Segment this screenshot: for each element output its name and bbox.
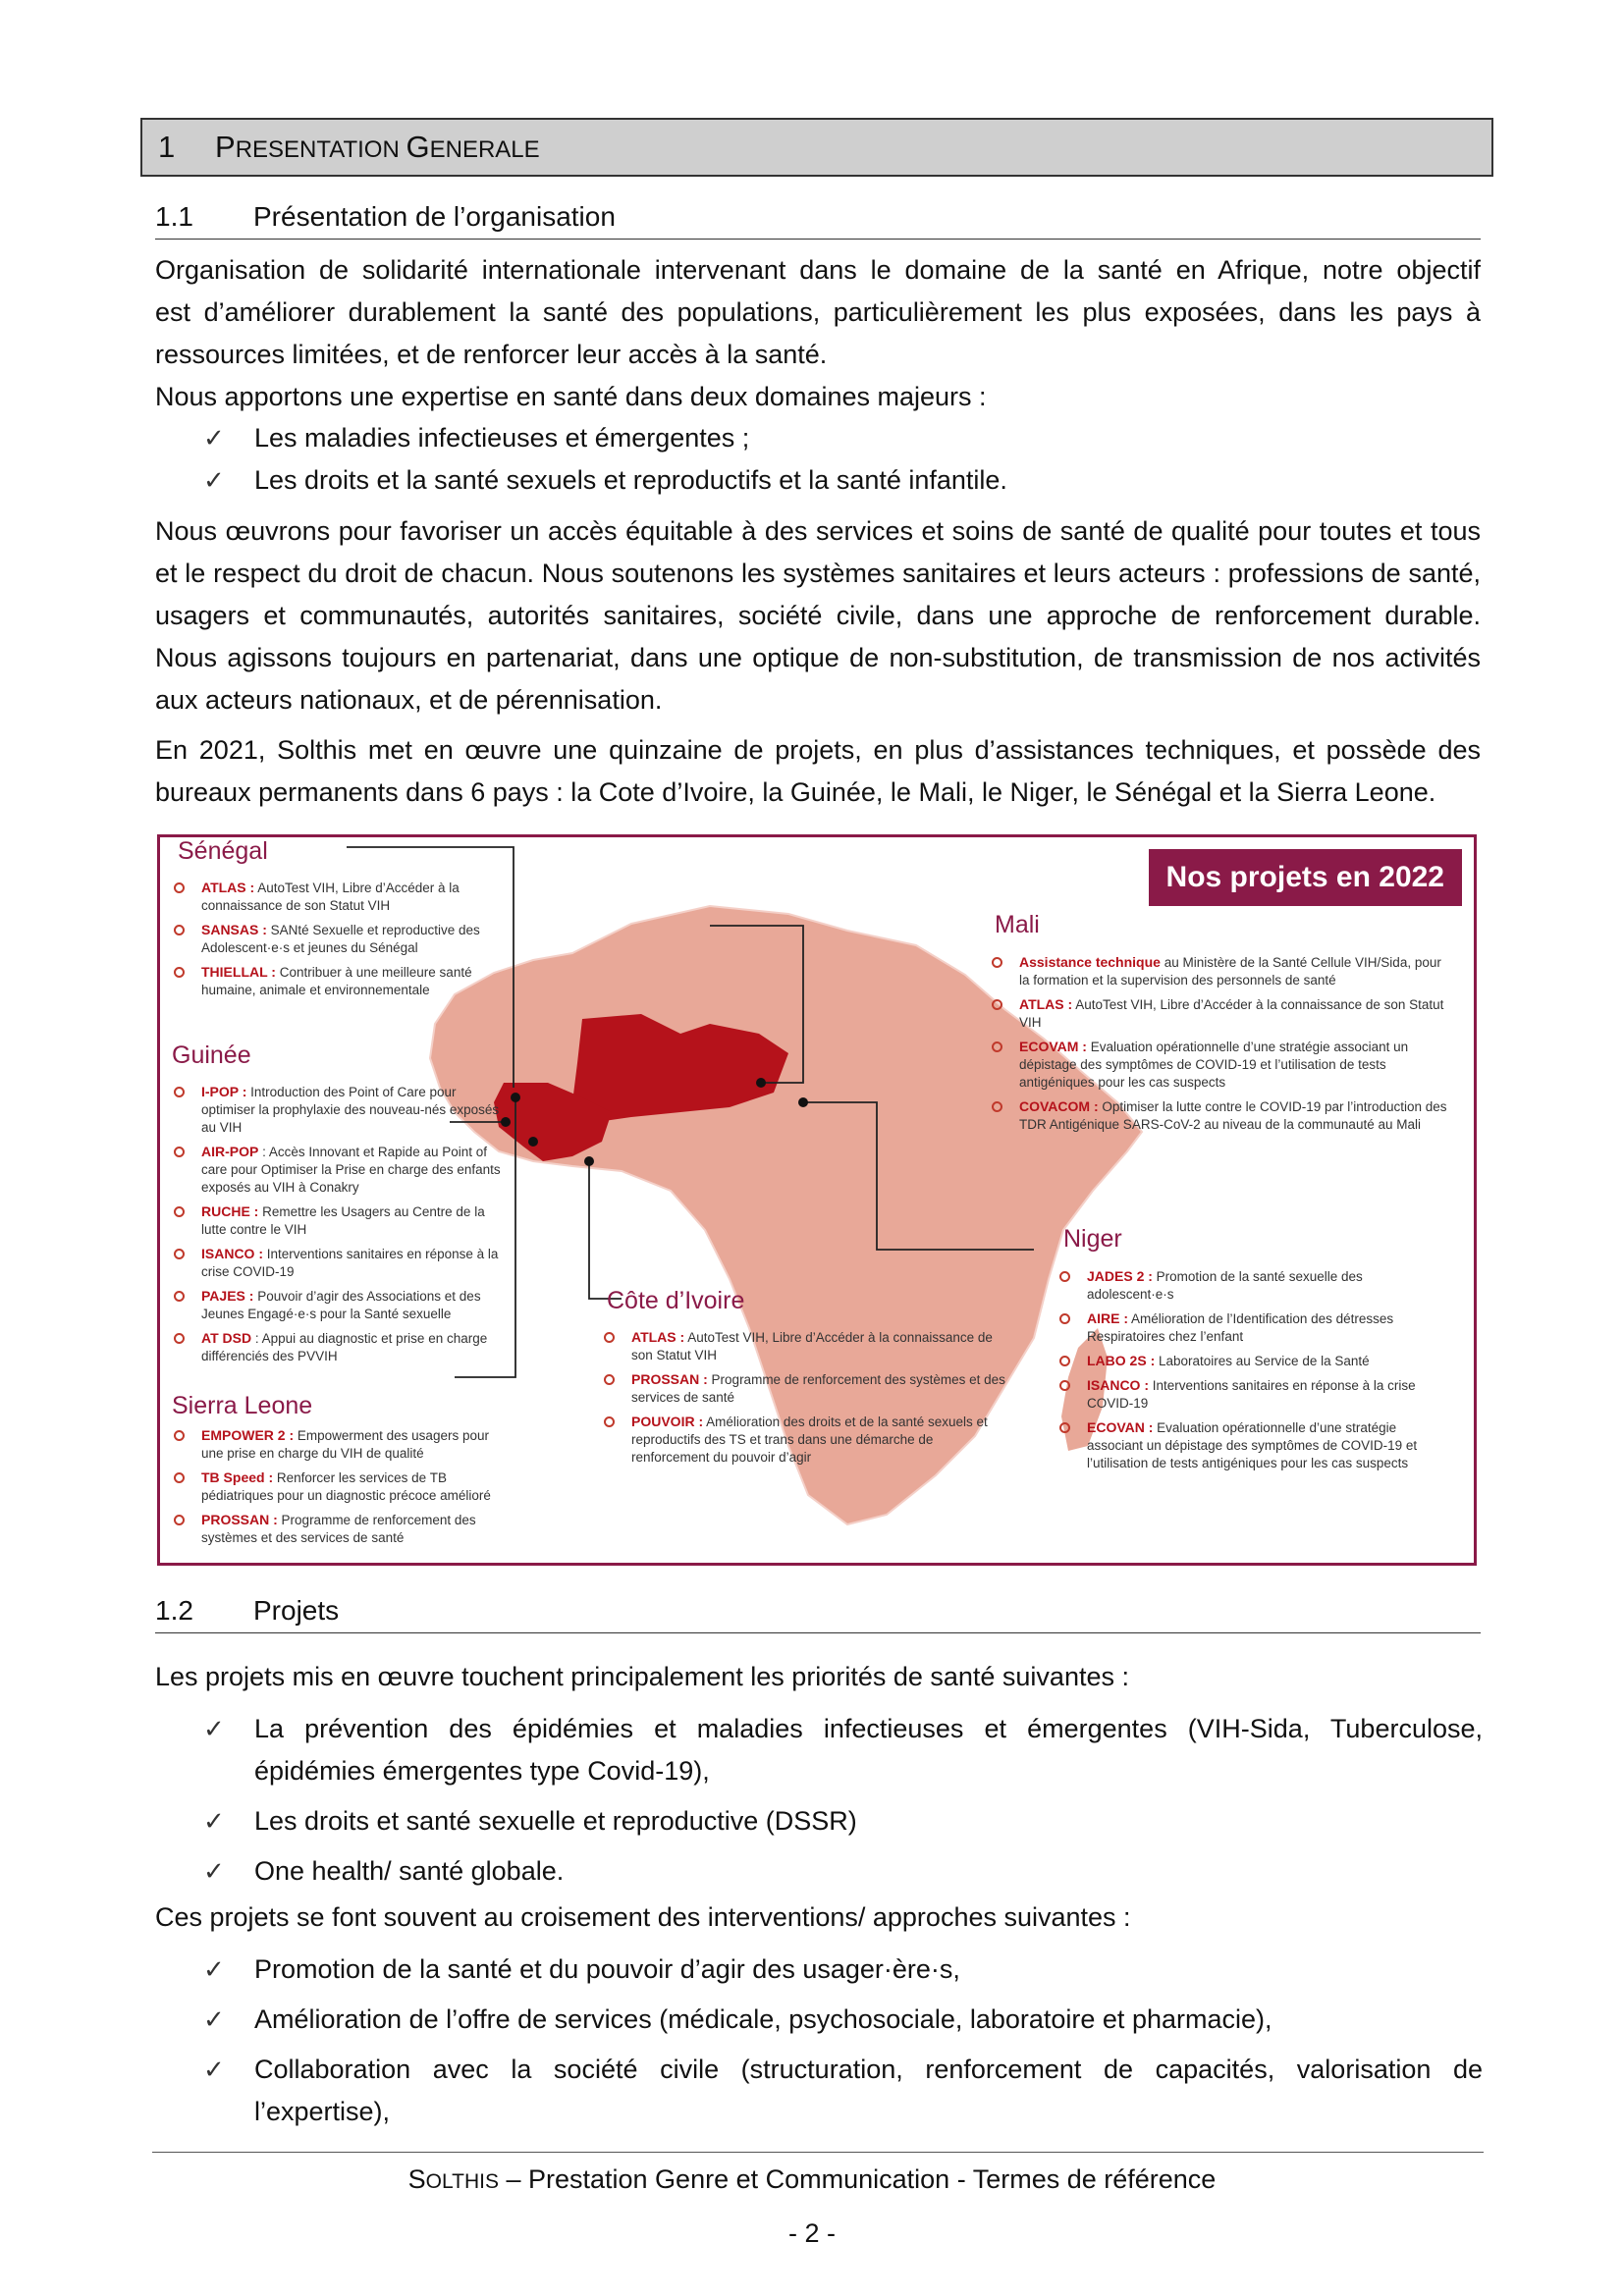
check-icon: ✓ [203,2055,225,2084]
priorities-list [201,1708,1483,1900]
project-item: POUVOIR : Amélioration des droits et de la santé sexuels et reproductifs des TS et trans dans une démarche de renforcement du pouvoir d’agir [600,1413,1012,1467]
list-item: ✓ Les droits et la santé sexuels et reproductifs et la santé infantile. [201,459,1483,502]
list-item: ✓ La prévention des épidémies et maladies infectieuses et émergentes (VIH-Sida, Tuberculose, épidémies émergentes type Covid-19), [201,1708,1483,1792]
guinee-project-list [170,1083,509,1371]
cote-divoire-project-list [600,1328,1012,1472]
section-title: PRESENTATION GENERALE [215,130,540,164]
check-icon: ✓ [203,2004,225,2034]
list-item: ✓ One health/ santé globale. [201,1850,1483,1893]
project-item: AT DSD : Appui au diagnostic et prise en charge différenciés des PVVIH [170,1329,509,1365]
figure-banner: Nos projets en 2022 [1149,849,1462,906]
project-item: ECOVAN : Evaluation opérationnelle d’une stratégie associant un dépistage des symptômes de COVID-19 et l’utilisation de tests antigéniques pour les cas suspects [1056,1418,1448,1472]
section-heading [140,118,1493,177]
project-item: THIELLAL : Contribuer à une meilleure santé humaine, animale et environnementale [170,963,504,999]
project-item: JADES 2 : Promotion de la santé sexuelle des adolescent·e·s [1056,1267,1448,1304]
project-item: ISANCO : Interventions sanitaires en réponse à la crise COVID-19 [1056,1376,1448,1413]
list-item: ✓ Collaboration avec la société civile (structuration, renforcement de capacités, valorisation de l’expertise), [201,2049,1483,2133]
project-item: PAJES : Pouvoir d’agir des Associations et des Jeunes Engagé·e·s pour la Santé sexuelle [170,1287,509,1323]
country-label-sierra-leone: Sierra Leone [172,1392,313,1419]
project-item: COVACOM : Optimiser la lutte contre le COVID-19 par l’introduction des TDR Antigénique SARS-CoV-2 au niveau de la communauté au Mali [988,1097,1449,1134]
section-number: 1 [158,130,176,164]
project-item: TB Speed : Renforcer les services de TB pédiatriques pour un diagnostic précoce amélioré [170,1468,509,1505]
check-icon: ✓ [203,1856,225,1886]
project-item: AIRE : Amélioration de l’Identification des détresses Respiratoires chez l’enfant [1056,1309,1448,1346]
project-item: EMPOWER 2 : Empowerment des usagers pour une prise en charge du VIH de qualité [170,1426,509,1463]
country-label-niger: Niger [1063,1225,1122,1253]
project-item: ATLAS : AutoTest VIH, Libre d’Accéder à la connaissance de son Statut VIH [988,995,1449,1032]
projets-intro: Les projets mis en œuvre touchent principalement les priorités de santé suivantes : [155,1662,1129,1691]
project-item: SANSAS : SANté Sexuelle et reproductive des Adolescent·e·s et jeunes du Sénégal [170,921,504,957]
list-item: ✓ Promotion de la santé et du pouvoir d’agir des usager·ère·s, [201,1949,1483,1991]
intro-paragraph: Organisation de solidarité internationale intervenant dans le domaine de la santé en Afrique, notre objectif est d’améliorer durablement la santé des populations, particulièrement les plus exposées, dans les pays à ressources limitées, et de renforcer leur accès à la santé. Nous apportons une expertise en santé dans deux domaines majeurs : [155,255,1481,411]
project-item: ECOVAM : Evaluation opérationnelle d’une stratégie associant un dépistage des symptômes de COVID-19 et l’utilisation de tests antigéniques pour les cas suspects [988,1038,1449,1092]
sierra-leone-project-list [170,1426,509,1553]
approaches-list [201,1949,1483,2141]
expertise-list [201,417,1483,509]
country-label-cote-divoire: Côte d’Ivoire [607,1287,745,1314]
year-paragraph: En 2021, Solthis met en œuvre une quinzaine de projets, en plus d’assistances techniques, et possède des bureaux permanents dans 6 pays : la Cote d’Ivoire, la Guinée, le Mali, le Niger, le Sénégal et la Sierra Leone. [155,735,1481,807]
country-label-mali: Mali [995,911,1040,938]
subsection-heading: 1.2 Projets [155,1590,1481,1633]
page-number: - 2 - [787,2218,836,2248]
niger-project-list [1056,1267,1448,1478]
list-item: ✓ Les maladies infectieuses et émergentes ; [201,417,1483,459]
approches-intro: Ces projets se font souvent au croisement des interventions/ approches suivantes : [155,1902,1131,1932]
project-item: ISANCO : Interventions sanitaires en réponse à la crise COVID-19 [170,1245,509,1281]
project-item: I-POP : Introduction des Point of Care pour optimiser la prophylaxie des nouveau-nés exposés au VIH [170,1083,509,1137]
check-icon: ✓ [203,1806,225,1836]
subsection-heading: 1.1 Présentation de l’organisation [155,196,1481,240]
country-label-senegal: Sénégal [178,837,268,865]
project-item: PROSSAN : Programme de renforcement des systèmes et des services de santé [170,1511,509,1547]
footer-title: SOLTHIS – Prestation Genre et Communication - Termes de référence [407,2164,1217,2194]
mission-paragraph: Nous œuvrons pour favoriser un accès équitable à des services et soins de santé de qualité pour toutes et tous et le respect du droit de chacun. Nous soutenons les systèmes sanitaires et leurs acteurs : professions de santé, usagers et communautés, autorités sanitaires, société civile, dans une approche de renforcement durable. Nous agissons toujours en partenariat, dans une optique de non-substitution, de transmission de nos activités aux acteurs nationaux, et de pérennisation. [155,516,1481,715]
check-icon: ✓ [203,465,225,495]
project-item: ATLAS : AutoTest VIH, Libre d’Accéder à la connaissance de son Statut VIH [600,1328,1012,1364]
project-item: AIR-POP : Accès Innovant et Rapide au Point of care pour Optimiser la Prise en charge des enfants exposés au VIH à Conakry [170,1143,509,1197]
project-item: RUCHE : Remettre les Usagers au Centre de la lutte contre le VIH [170,1202,509,1239]
project-item: ATLAS : AutoTest VIH, Libre d’Accéder à la connaissance de son Statut VIH [170,879,504,915]
footer-divider [152,2152,1484,2153]
project-item: Assistance technique au Ministère de la Santé Cellule VIH/Sida, pour la formation et la supervision des personnels de santé [988,953,1449,989]
project-item: LABO 2S : Laboratoires au Service de la Santé [1056,1352,1448,1370]
check-icon: ✓ [203,1954,225,1984]
list-item: ✓ Amélioration de l’offre de services (médicale, psychosociale, laboratoire et pharmacie), [201,1999,1483,2041]
project-item: PROSSAN : Programme de renforcement des systèmes et des services de santé [600,1370,1012,1407]
check-icon: ✓ [203,423,225,453]
mali-project-list [988,953,1449,1140]
country-label-guinee: Guinée [172,1041,251,1069]
check-icon: ✓ [203,1714,225,1743]
senegal-project-list [170,879,504,1005]
list-item: ✓ Les droits et santé sexuelle et reproductive (DSSR) [201,1800,1483,1842]
projects-map-figure [157,834,1477,1566]
